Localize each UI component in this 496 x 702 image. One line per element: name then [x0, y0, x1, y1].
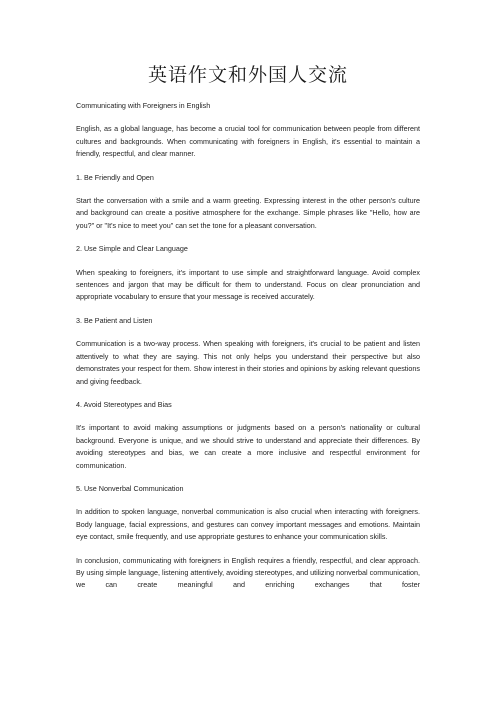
- section-heading: 3. Be Patient and Listen: [76, 315, 153, 325]
- section-paragraph: It's important to avoid making assumptions or judgments based on a person's nationality or cultural background. Everyone is unique, and we should strive to understand and appreciate their differences. By avoiding stereotypes and bias, we can create a more inclusive and respectful environment for communication.: [76, 423, 420, 470]
- section-heading: 2. Use Simple and Clear Language: [76, 244, 188, 254]
- page-title: 英语作文和外国人交流: [147, 64, 348, 86]
- section-heading: 1. Be Friendly and Open: [76, 172, 154, 182]
- section-heading: 4. Avoid Stereotypes and Bias: [76, 399, 172, 409]
- section-paragraph: In addition to spoken language, nonverbal communication is also crucial when interacting with foreigners. Body language, facial expressions, and gestures can convey important messages and emotions. Maintain eye contact, smile frequently, and use appropriate gestures to enhance your communication skills.: [76, 507, 420, 542]
- section-heading: 5. Use Nonverbal Communication: [76, 483, 184, 493]
- document-body: [76, 100, 420, 592]
- section-paragraph: Start the conversation with a smile and a warm greeting. Expressing interest in the other person's culture and background can create a positive atmosphere for the exchange. Simple phrases like "Hello, how are you?" or "It's nice to meet you" can set the tone for a pleasant conversation.: [76, 196, 420, 230]
- document-subtitle: Communicating with Foreigners in English: [76, 101, 211, 110]
- section-paragraph: Communication is a two-way process. When speaking with foreigners, it's crucial to be patient and listen attentively to what they are saying. This not only helps you understand their perspective but also demonstrates your respect for them. Show interest in their stories and opinions by asking relevant questions and giving feedback.: [76, 339, 420, 386]
- intro-paragraph: English, as a global language, has become a crucial tool for communication between people from different cultures and backgrounds. When communicating with foreigners in English, it's essential to maintain a friendly, respectful, and clear manner.: [76, 124, 420, 159]
- conclusion-paragraph: In conclusion, communicating with foreigners in English requires a friendly, respectful, and clear approach. By using simple language, listening attentively, avoiding stereotypes, and utilizing nonverbal communication, we can create meaningful and enriching exchanges that foster: [76, 555, 420, 590]
- section-paragraph: When speaking to foreigners, it's important to use simple and straightforward language. Avoid complex sentences and jargon that may be difficult for them to understand. Focus on clear pronunciation and appropriate vocabulary to ensure that your message is received accurately.: [76, 267, 420, 302]
